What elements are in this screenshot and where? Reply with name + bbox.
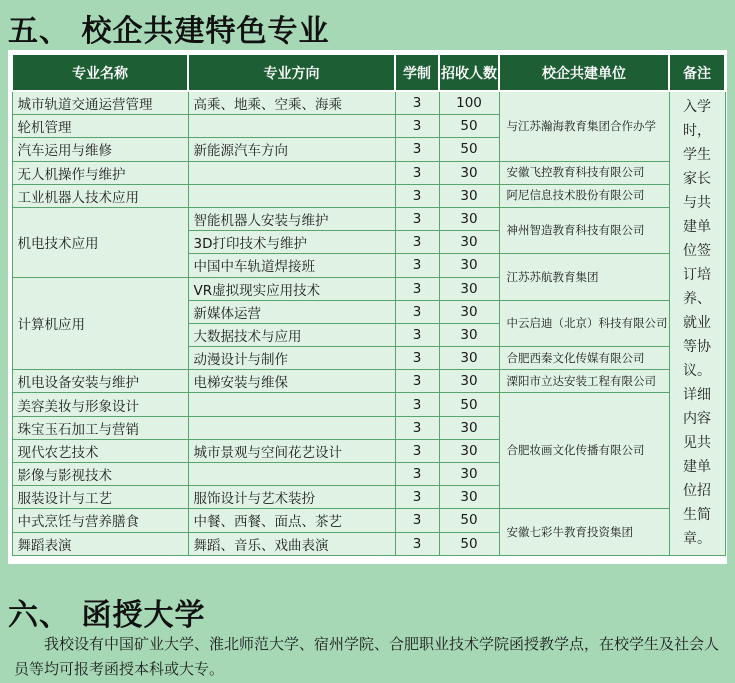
partner-unit: 江苏苏航教育集团 [499, 254, 669, 300]
major-name: 机电设备安装与维护 [12, 370, 188, 393]
major-years: 3 [395, 184, 439, 207]
major-name: 工业机器人技术应用 [12, 184, 188, 207]
major-name: 舞蹈表演 [12, 532, 188, 555]
major-direction [188, 184, 395, 207]
major-direction: 智能机器人安装与维护 [188, 207, 395, 230]
major-name: 影像与影视技术 [12, 463, 188, 486]
major-direction [188, 161, 395, 184]
major-count: 30 [439, 161, 499, 184]
major-count: 30 [439, 370, 499, 393]
partner-unit: 与江苏瀚海教育集团合作办学 [499, 91, 669, 161]
majors-table-frame [8, 50, 727, 564]
major-years: 3 [395, 486, 439, 509]
major-years: 3 [395, 323, 439, 346]
remarks-note: 入学时，学生家长与共建单位签订培养、就业等协议。详细内容见共建单位招生简章。 [669, 91, 725, 555]
major-direction [188, 416, 395, 439]
major-direction [188, 393, 395, 416]
major-years: 3 [395, 207, 439, 230]
table-row [12, 370, 725, 393]
major-name: 美容美妆与形象设计 [12, 393, 188, 416]
major-direction: 中餐、西餐、面点、茶艺 [188, 509, 395, 532]
major-years: 3 [395, 161, 439, 184]
major-direction: VR虚拟现实应用技术 [188, 277, 395, 300]
major-count: 100 [439, 91, 499, 115]
major-years: 3 [395, 254, 439, 277]
partner-unit: 合肥妆画文化传播有限公司 [499, 393, 669, 509]
major-direction: 动漫设计与制作 [188, 347, 395, 370]
section-5-title: 五、 校企共建特色专业 [8, 14, 330, 49]
major-years: 3 [395, 416, 439, 439]
major-count: 50 [439, 532, 499, 555]
major-direction [188, 463, 395, 486]
major-name: 城市轨道交通运营管理 [12, 91, 188, 115]
major-name: 计算机应用 [12, 277, 188, 370]
section-6-paragraph: 我校设有中国矿业大学、淮北师范大学、宿州学院、合肥职业技术学院函授教学点，在校学生及社会人员等均可报考函授本科或大专。 [14, 635, 720, 678]
table-row [12, 184, 725, 207]
major-count: 30 [439, 463, 499, 486]
table-header-row [12, 54, 725, 91]
major-count: 30 [439, 207, 499, 230]
major-direction: 电梯安装与维保 [188, 370, 395, 393]
majors-table [11, 53, 726, 556]
major-years: 3 [395, 347, 439, 370]
header-count: 招收人数 [439, 54, 499, 91]
major-name: 服装设计与工艺 [12, 486, 188, 509]
section-6-title: 六、 函授大学 [8, 598, 206, 633]
major-years: 3 [395, 300, 439, 323]
major-count: 30 [439, 254, 499, 277]
major-direction: 中国中车轨道焊接班 [188, 254, 395, 277]
major-direction: 高乘、地乘、空乘、海乘 [188, 91, 395, 115]
table-row [12, 393, 725, 416]
major-years: 3 [395, 463, 439, 486]
major-name: 机电技术应用 [12, 207, 188, 277]
major-years: 3 [395, 138, 439, 161]
major-direction: 新媒体运营 [188, 300, 395, 323]
major-years: 3 [395, 277, 439, 300]
major-name: 现代农艺技术 [12, 439, 188, 462]
major-count: 50 [439, 393, 499, 416]
major-years: 3 [395, 509, 439, 532]
partner-unit: 中云启迪（北京）科技有限公司 [499, 300, 669, 346]
major-count: 50 [439, 115, 499, 138]
major-count: 50 [439, 509, 499, 532]
major-direction: 舞蹈、音乐、戏曲表演 [188, 532, 395, 555]
major-count: 30 [439, 347, 499, 370]
major-count: 50 [439, 138, 499, 161]
major-name: 轮机管理 [12, 115, 188, 138]
header-years: 学制 [395, 54, 439, 91]
major-years: 3 [395, 370, 439, 393]
major-count: 30 [439, 486, 499, 509]
major-years: 3 [395, 115, 439, 138]
major-direction: 城市景观与空间花艺设计 [188, 439, 395, 462]
table-row [12, 207, 725, 230]
table-row [12, 91, 725, 115]
major-count: 30 [439, 323, 499, 346]
major-years: 3 [395, 393, 439, 416]
major-years: 3 [395, 532, 439, 555]
partner-unit: 合肥西秦文化传媒有限公司 [499, 347, 669, 370]
major-count: 30 [439, 184, 499, 207]
header-partner: 校企共建单位 [499, 54, 669, 91]
major-direction: 大数据技术与应用 [188, 323, 395, 346]
partner-unit: 阿尼信息技术股份有限公司 [499, 184, 669, 207]
major-name: 珠宝玉石加工与营销 [12, 416, 188, 439]
major-name: 无人机操作与维护 [12, 161, 188, 184]
major-count: 30 [439, 277, 499, 300]
major-direction: 新能源汽车方向 [188, 138, 395, 161]
major-count: 30 [439, 231, 499, 254]
partner-unit: 溧阳市立达安装工程有限公司 [499, 370, 669, 393]
table-row [12, 509, 725, 532]
major-count: 30 [439, 416, 499, 439]
header-major: 专业名称 [12, 54, 188, 91]
header-direction: 专业方向 [188, 54, 395, 91]
major-count: 30 [439, 300, 499, 323]
major-years: 3 [395, 231, 439, 254]
partner-unit: 神州智造教育科技有限公司 [499, 207, 669, 253]
major-direction: 服饰设计与艺术装扮 [188, 486, 395, 509]
major-name: 中式烹饪与营养膳食 [12, 509, 188, 532]
partner-unit: 安徽飞控教育科技有限公司 [499, 161, 669, 184]
major-direction [188, 115, 395, 138]
major-direction: 3D打印技术与维护 [188, 231, 395, 254]
table-row [12, 161, 725, 184]
header-note: 备注 [669, 54, 725, 91]
major-years: 3 [395, 91, 439, 115]
major-count: 30 [439, 439, 499, 462]
major-years: 3 [395, 439, 439, 462]
major-name: 汽车运用与维修 [12, 138, 188, 161]
partner-unit: 安徽七彩牛教育投资集团 [499, 509, 669, 555]
